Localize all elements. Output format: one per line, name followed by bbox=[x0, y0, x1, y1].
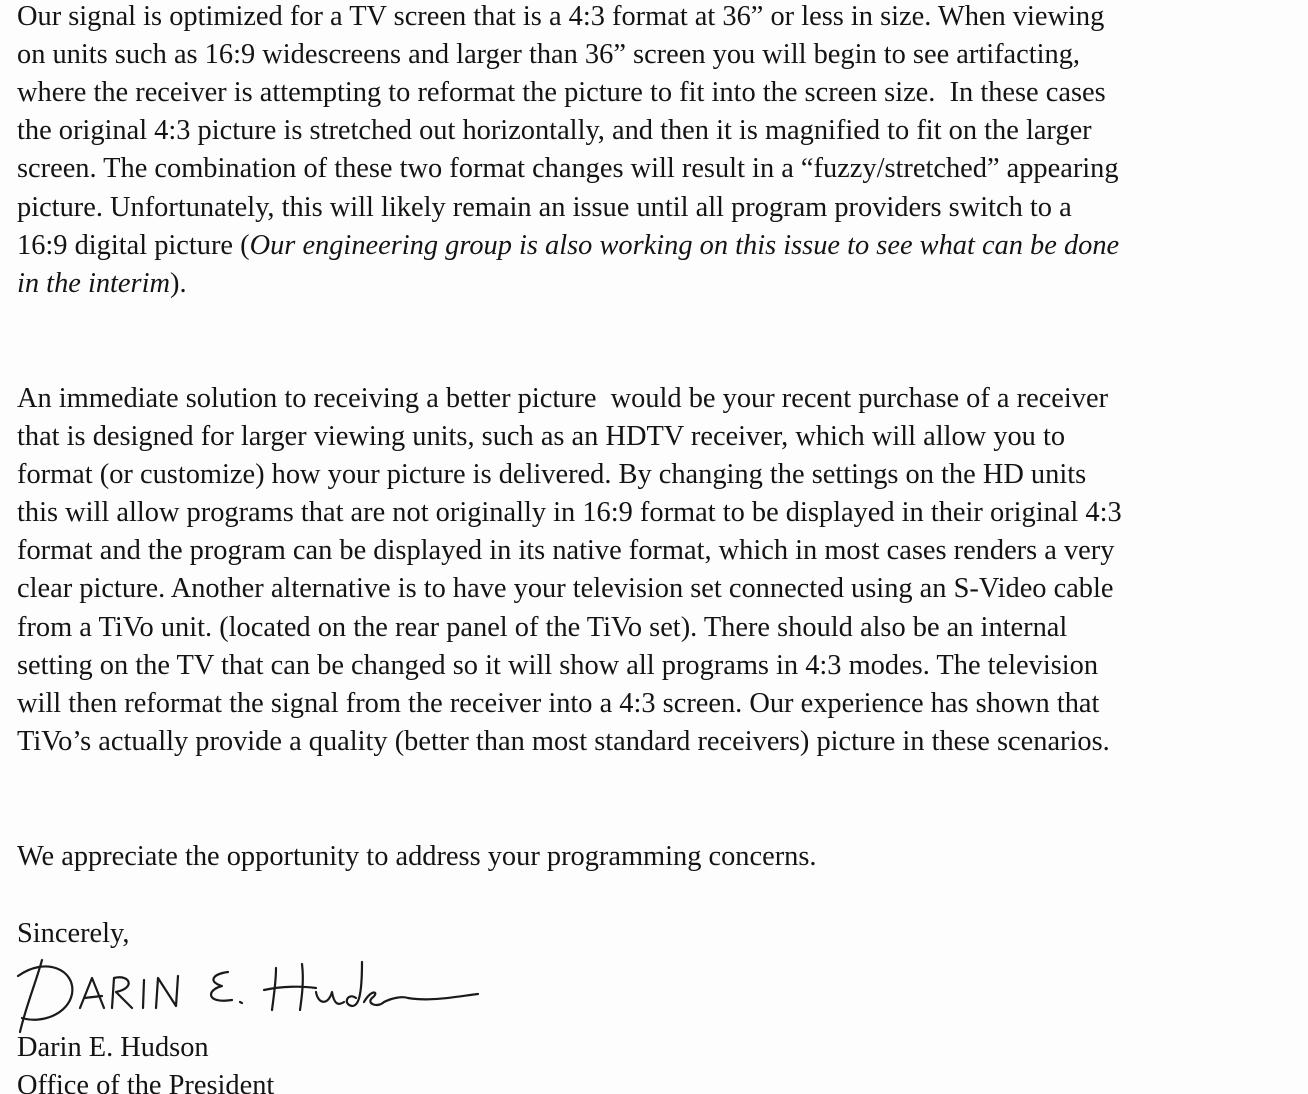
signer-title: Office of the President bbox=[17, 1070, 275, 1094]
paragraph-1-line-1: Our signal is optimized for a TV screen that is a 4:3 format at 36” or less in size. When viewing bbox=[17, 1, 1105, 32]
paragraph-1-line-8-italic: in the interim bbox=[17, 268, 170, 299]
paragraph-2-line-2: that is designed for larger viewing units, such as an HDTV receiver, which will allow you to bbox=[17, 421, 1066, 452]
paragraph-2-line-1: An immediate solution to receiving a better picture would be your recent purchase of a receiver bbox=[17, 383, 1109, 414]
paragraph-2-line-6: clear picture. Another alternative is to have your television set connected using an S-Video cable bbox=[17, 573, 1114, 604]
paragraph-2-line-4: this will allow programs that are not originally in 16:9 format to be displayed in their original 4:3 bbox=[17, 497, 1122, 528]
paragraph-1-line-8 bbox=[17, 265, 187, 303]
handwritten-signature bbox=[12, 948, 482, 1040]
paragraph-2-line-10: TiVo’s actually provide a quality (better than most standard receivers) picture in these scenarios. bbox=[17, 726, 1110, 757]
paragraph-1-line-5: screen. The combination of these two format changes will result in a “fuzzy/stretched” appearing bbox=[17, 153, 1119, 184]
paragraph-1-line-7 bbox=[17, 227, 1119, 265]
paragraph-1-line-4: the original 4:3 picture is stretched out horizontally, and then it is magnified to fit on the larger bbox=[17, 115, 1092, 146]
salutation: Sincerely, bbox=[17, 918, 130, 949]
paragraph-1-line-8-end: ). bbox=[169, 268, 187, 299]
closing-paragraph: We appreciate the opportunity to address your programming concerns. bbox=[17, 841, 817, 872]
paragraph-1-line-7-start: 16:9 digital picture ( bbox=[17, 230, 250, 261]
paragraph-2-line-8: setting on the TV that can be changed so it will show all programs in 4:3 modes. The television bbox=[17, 650, 1099, 681]
paragraph-2-line-9: will then reformat the signal from the receiver into a 4:3 screen. Our experience has shown that bbox=[17, 688, 1100, 719]
signer-name: Darin E. Hudson bbox=[17, 1032, 209, 1063]
paragraph-1-line-2: on units such as 16:9 widescreens and larger than 36” screen you will begin to see artifacting, bbox=[17, 39, 1081, 70]
paragraph-1-line-7-italic: Our engineering group is also working on this issue to see what can be done bbox=[249, 230, 1120, 261]
paragraph-2-line-7: from a TiVo unit. (located on the rear panel of the TiVo set). There should also be an internal bbox=[17, 612, 1068, 643]
paragraph-2-line-3: format (or customize) how your picture is delivered. By changing the settings on the HD units bbox=[17, 459, 1087, 490]
paragraph-1-line-6: picture. Unfortunately, this will likely remain an issue until all program providers switch to a bbox=[17, 192, 1072, 223]
paragraph-2-line-5: format and the program can be displayed in its native format, which in most cases renders a very bbox=[17, 535, 1115, 566]
paragraph-1-line-3: where the receiver is attempting to reformat the picture to fit into the screen size. In these cases bbox=[17, 77, 1106, 108]
